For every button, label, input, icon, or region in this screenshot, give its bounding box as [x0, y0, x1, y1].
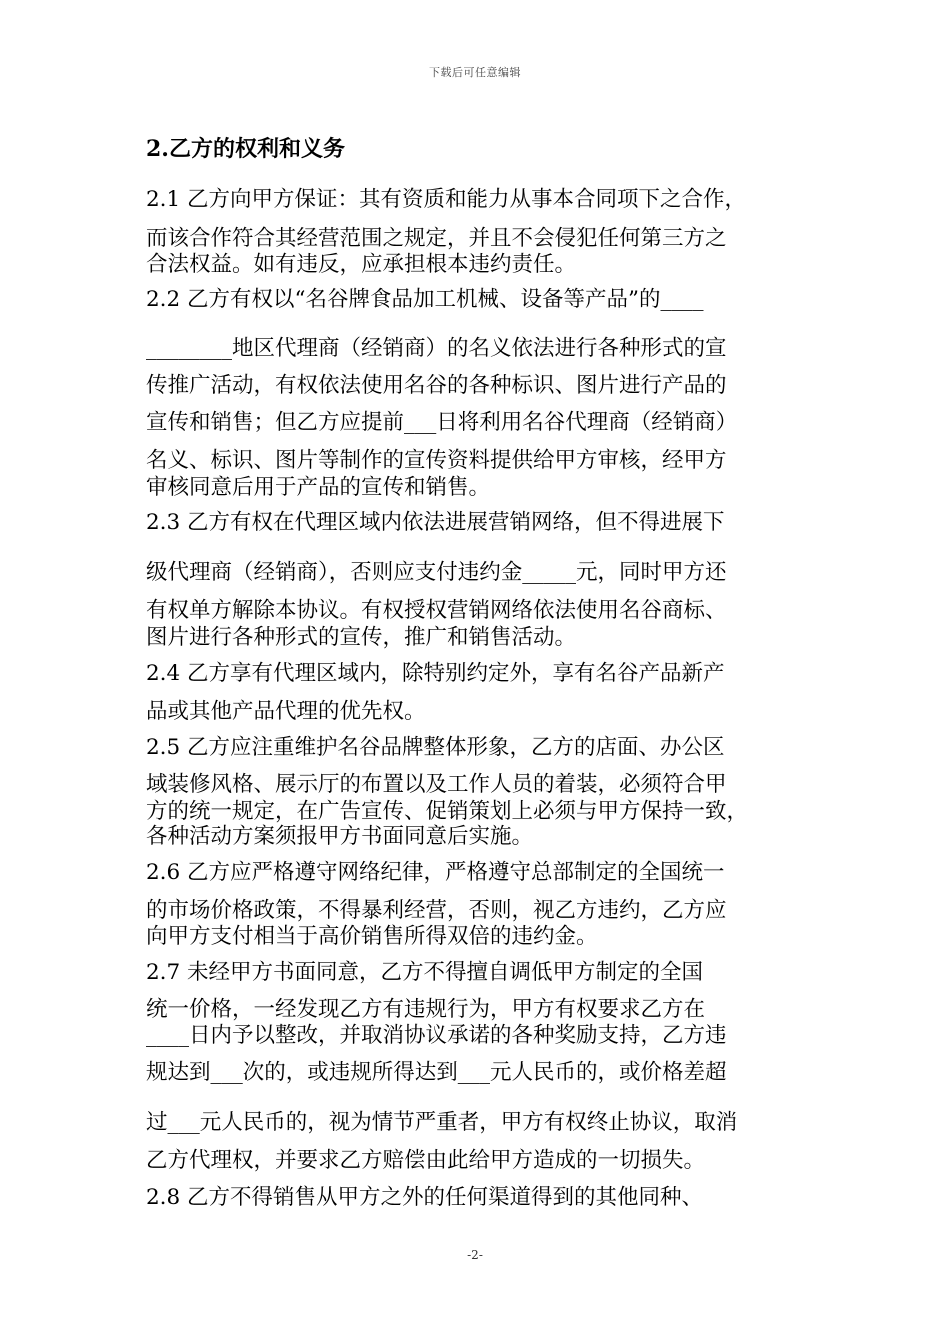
text-line: 名义、标识、图片等制作的宣传资料提供给甲方审核，经甲方	[146, 448, 727, 473]
text-line: 2.1 乙方向甲方保证：其有资质和能力从事本合同项下之合作，	[146, 187, 747, 212]
text-line: 传推广活动，有权依法使用名谷的各种标识、图片进行产品的	[146, 373, 727, 398]
text-line: 2.4 乙方享有代理区域内，除特别约定外，享有名谷产品新产	[146, 661, 725, 686]
text-line: 2.6 乙方应严格遵守网络纪律，严格遵守总部制定的全国统一	[146, 860, 725, 885]
header-note: 下载后可任意编辑	[429, 66, 521, 79]
text-line: 2.2 乙方有权以“名谷牌食品加工机械、设备等产品”的____	[146, 287, 704, 312]
text-line: 有权单方解除本协议。有权授权营销网络依法使用名谷商标、	[146, 598, 727, 623]
text-line: 各种活动方案须报甲方书面同意后实施。	[146, 824, 534, 849]
text-line: ____日内予以整改，并取消协议承诺的各种奖励支持，乙方违	[146, 1023, 727, 1048]
text-line: 方的统一规定，在广告宣传、促销策划上必须与甲方保持一致，	[146, 799, 749, 824]
text-line: ________地区代理商（经销商）的名义依法进行各种形式的宣	[146, 336, 727, 361]
section-title: 2.乙方的权利和义务	[146, 136, 345, 162]
page-number: -2-	[467, 1248, 483, 1262]
text-line: 品或其他产品代理的优先权。	[146, 699, 426, 724]
text-line: 审核同意后用于产品的宣传和销售。	[146, 475, 491, 500]
text-line: 过___元人民币的，视为情节严重者，甲方有权终止协议，取消	[146, 1110, 738, 1135]
text-line: 2.8 乙方不得销售从甲方之外的任何渠道得到的其他同种、	[146, 1185, 704, 1210]
text-line: 规达到___次的，或违规所得达到___元人民币的，或价格差超	[146, 1060, 727, 1085]
text-line: 合法权益。如有违反，应承担根本违约责任。	[146, 252, 577, 277]
text-line: 乙方代理权，并要求乙方赔偿由此给甲方造成的一切损失。	[146, 1148, 706, 1173]
text-line: 2.7 未经甲方书面同意，乙方不得擅自调低甲方制定的全国	[146, 960, 704, 985]
text-line: 向甲方支付相当于高价销售所得双倍的违约金。	[146, 924, 598, 949]
text-line: 级代理商（经销商），否则应支付违约金_____元，同时甲方还	[146, 560, 727, 585]
text-line: 而该合作符合其经营范围之规定，并且不会侵犯任何第三方之	[146, 226, 727, 251]
text-line: 宣传和销售；但乙方应提前___日将利用名谷代理商（经销商）	[146, 410, 738, 435]
text-line: 的市场价格政策，不得暴利经营，否则，视乙方违约，乙方应	[146, 898, 727, 923]
text-line: 2.3 乙方有权在代理区域内依法进展营销网络，但不得进展下	[146, 510, 725, 535]
text-line: 2.5 乙方应注重维护名谷品牌整体形象，乙方的店面、办公区	[146, 735, 725, 760]
text-line: 统一价格，一经发现乙方有违规行为，甲方有权要求乙方在	[146, 997, 706, 1022]
text-line: 图片进行各种形式的宣传，推广和销售活动。	[146, 625, 577, 650]
text-line: 域装修风格、展示厅的布置以及工作人员的着装，必须符合甲	[146, 772, 727, 797]
